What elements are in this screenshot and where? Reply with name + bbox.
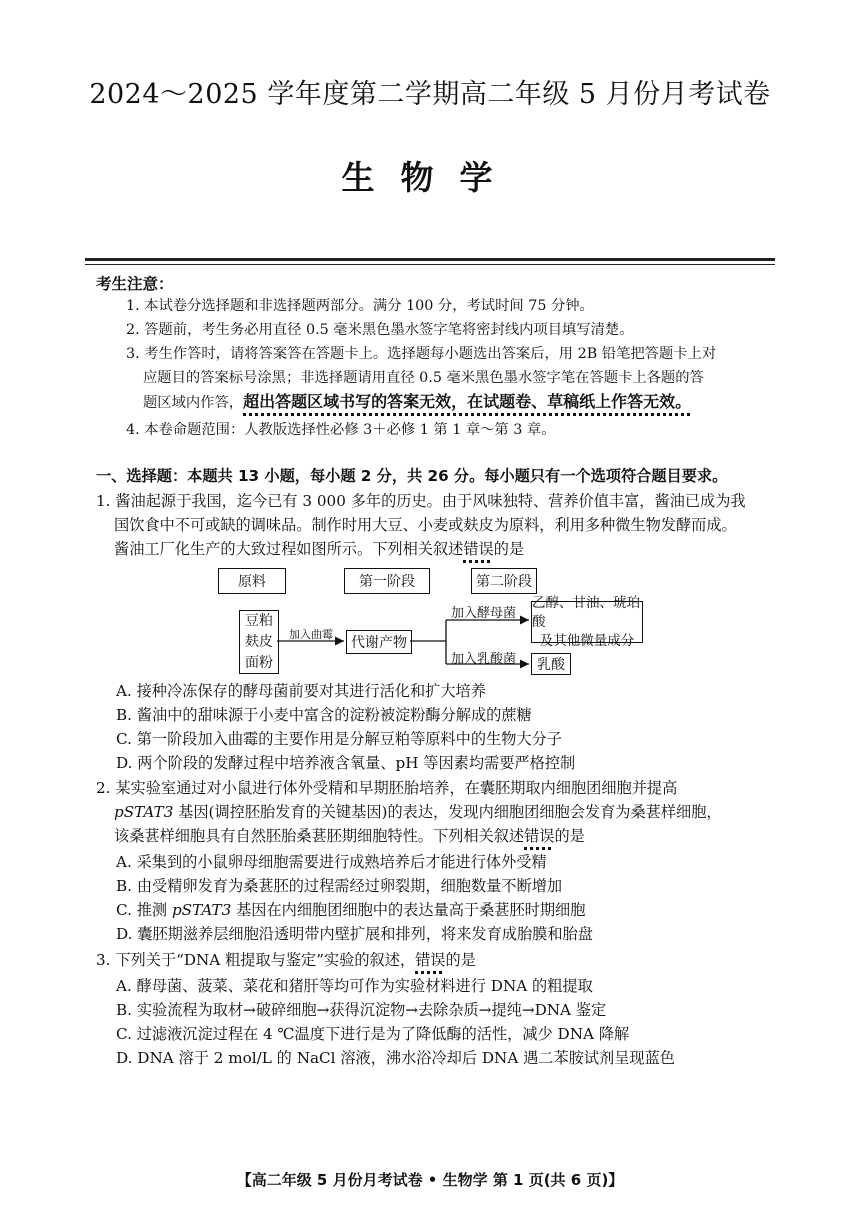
q2-option-c-gene: pSTAT3 <box>171 901 232 919</box>
yeast-product-line-2: 及其他微量成分 <box>539 632 635 649</box>
stage-2-box: 第二阶段 <box>471 568 537 594</box>
q1-option-a: A. 接种冷冻保存的酵母菌前要对其进行活化和扩大培养 <box>116 682 486 700</box>
notice-item-2: 2. 答题前，考生务必用直径 0.5 毫米黑色墨水签字笔将密封线内项目填写清楚。 <box>126 322 634 338</box>
notice-item-1: 1. 本试卷分选择题和非选择题两部分。满分 100 分，考试时间 75 分钟。 <box>126 298 594 314</box>
q2-option-c-text: 基因在内细胞团细胞中的表达量高于桑葚胚时期细胞 <box>231 901 586 919</box>
notice-item-4: 4. 本卷命题范围：人教版选择性必修 3＋必修 1 第 1 章～第 3 章。 <box>126 422 556 438</box>
q1-option-d: D. 两个阶段的发酵过程中培养液含氧量、pH 等因素均需要严格控制 <box>116 754 576 772</box>
q3-option-a: A. 酵母菌、菠菜、菜花和猪肝等均可作为实验材料进行 DNA 的粗提取 <box>116 977 593 995</box>
q3-line-text: 3. 下列关于“DNA 粗提取与鉴定”实验的叙述， <box>96 951 416 969</box>
q2-option-c-prefix: C. 推测 <box>116 901 172 919</box>
q2-line-2 <box>114 800 722 824</box>
notice-item-3-cont: 应题目的答案标号涂黑；非选择题请用直径 0.5 毫米黑色墨水签字笔在答题卡上各题的答 <box>143 370 704 386</box>
yeast-product-line-1: 乙醇、甘油、琥珀酸 <box>532 594 640 630</box>
notice-item-3: 3. 考生作答时，请将答案答在答题卡上。选择题每小题选出答案后，用 2B 铅笔把答题卡上对 <box>126 346 717 362</box>
q3-option-b: B. 实验流程为取材→破碎细胞→获得沉淀物→去除杂质→提纯→DNA 鉴定 <box>116 1001 607 1019</box>
q2-line-1: 2. 某实验室通过对小鼠进行体外受精和早期胚胎培养，在囊胚期取内细胞团细胞并提高 <box>96 779 678 797</box>
q1-line-2: 国饮食中不可或缺的调味品。制作时用大豆、小麦或麸皮为原料，利用多种微生物发酵而成。 <box>114 516 737 534</box>
q2-keyword: 错误 <box>524 827 555 845</box>
q3-keyword: 错误 <box>415 951 446 969</box>
raw-item-3: 面粉 <box>245 654 273 671</box>
stage-raw-box: 原料 <box>218 568 286 594</box>
arrow1-label: 加入曲霉 <box>289 628 333 641</box>
subject-title: 生物学 <box>341 158 519 197</box>
q2-line-3 <box>114 824 585 848</box>
exam-title: 2024～2025 学年度第二学期高二年级 5 月份月考试卷 <box>89 79 771 110</box>
q3-tail: 的是 <box>445 951 476 969</box>
q1-keyword: 错误 <box>463 540 494 558</box>
q2-line-2-text: 基因(调控胚胎发育的关键基因)的表达，发现内细胞团细胞会发育为桑葚样细胞， <box>173 803 722 821</box>
q2-option-d: D. 囊胚期滋养层细胞沿透明带内壁扩展和排列，将来发育成胎膜和胎盘 <box>116 925 593 943</box>
q1-option-b: B. 酱油中的甜味源于小麦中富含的淀粉被淀粉酶分解成的蔗糖 <box>116 706 532 724</box>
metabolite-box: 代谢产物 <box>346 630 412 654</box>
stage-1-box: 第一阶段 <box>344 568 430 594</box>
q2-option-a: A. 采集到的小鼠卵母细胞需要进行成熟培养后才能进行体外受精 <box>116 853 547 871</box>
notice-item-3-end-text: 题区域内作答， <box>143 395 244 411</box>
raw-item-1: 豆粕 <box>245 612 273 629</box>
q1-tail: 的是 <box>493 540 525 558</box>
section-heading: 一、选择题：本题共 13 小题，每小题 2 分，共 26 分。每小题只有一个选项符合题目要求。 <box>96 467 728 485</box>
q3-line <box>96 948 476 972</box>
q2-gene: pSTAT3 <box>114 803 174 821</box>
page-footer: 【高二年级 5 月份月考试卷 • 生物学 第 1 页(共 6 页)】 <box>236 1171 624 1189</box>
q2-line-3-text: 该桑葚样细胞具有自然胚胎桑葚胚期细胞特性。下列相关叙述 <box>114 827 525 845</box>
q1-option-c: C. 第一阶段加入曲霉的主要作用是分解豆粕等原料中的生物大分子 <box>116 730 562 748</box>
lactic-product-box: 乳酸 <box>531 653 571 675</box>
q3-option-c: C. 过滤液沉淀过程在 4 ℃温度下进行是为了降低酶的活性，减少 DNA 降解 <box>116 1025 630 1043</box>
notice-heading: 考生注意： <box>96 275 174 293</box>
notice-emphasis: 超出答题区域书写的答案无效，在试题卷、草稿纸上作答无效。 <box>243 392 692 411</box>
q2-tail: 的是 <box>554 827 585 845</box>
q3-option-d: D. DNA 溶于 2 mol/L 的 NaCl 溶液，沸水浴冷却后 DNA 遇二苯胺试剂呈现蓝色 <box>116 1049 675 1067</box>
q1-line-1: 1. 酱油起源于我国，迄今已有 3 000 多年的历史。由于风味独特、营养价值丰富，酱油已成为我 <box>96 492 746 510</box>
q2-option-c <box>116 899 585 923</box>
q2-option-b: B. 由受精卵发育为桑葚胚的过程需经过卵裂期，细胞数量不断增加 <box>116 877 563 895</box>
yeast-branch-label: 加入酵母菌 <box>451 606 517 621</box>
raw-item-2: 麸皮 <box>245 633 273 650</box>
lactic-branch-label: 加入乳酸菌 <box>451 652 517 667</box>
q1-line-3-text: 酱油工厂化生产的大致过程如图所示。下列相关叙述 <box>114 540 464 558</box>
